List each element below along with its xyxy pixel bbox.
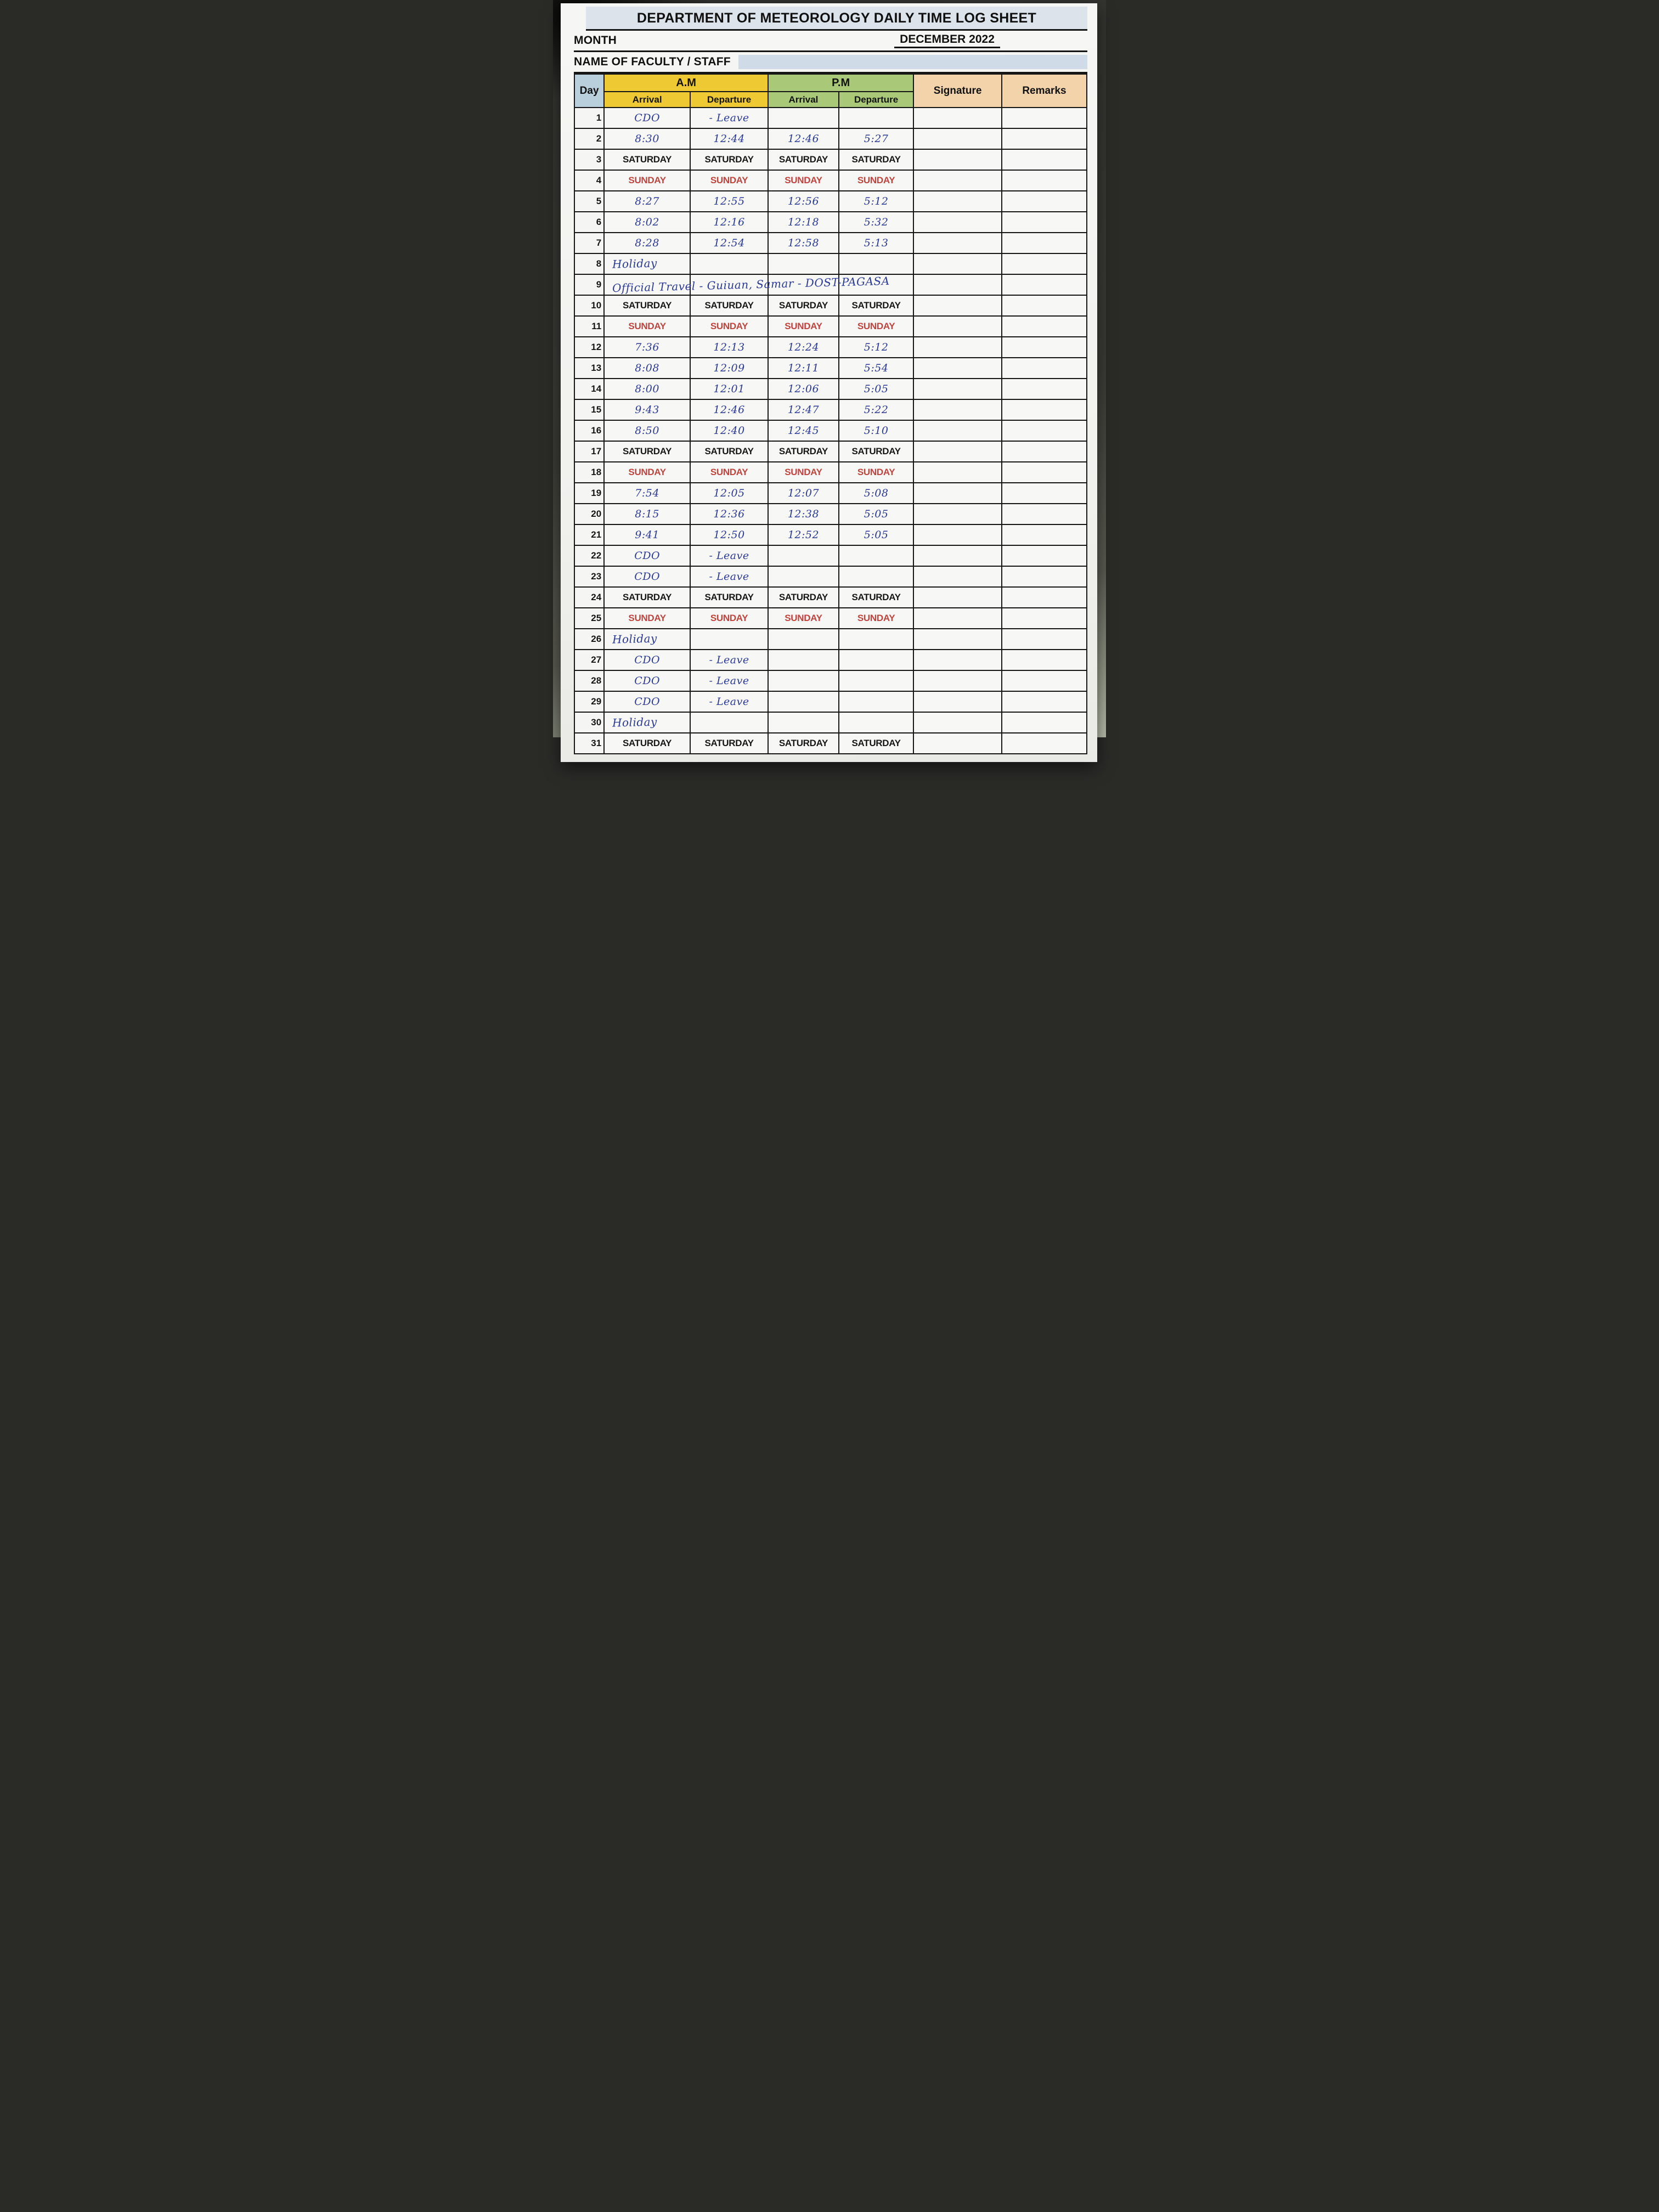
signature-cell: [913, 420, 1002, 441]
am-arrival-cell: 7:36: [604, 337, 690, 358]
remarks-cell: [1002, 462, 1087, 483]
time-log-sheet: [561, 3, 1097, 762]
signature-cell: [913, 108, 1002, 128]
pm-departure-cell: 5:32: [839, 212, 913, 233]
remarks-cell: [1002, 504, 1087, 524]
table-row: [574, 524, 1087, 545]
pm-arrival-cell: [768, 253, 839, 274]
day-cell: 3: [574, 149, 604, 170]
pm-departure-cell: SATURDAY: [839, 149, 913, 170]
pm-departure-cell: [839, 691, 913, 712]
pm-departure-cell: [839, 253, 913, 274]
day-cell: 17: [574, 441, 604, 462]
remarks-cell: [1002, 733, 1087, 754]
month-label: MONTH: [574, 34, 617, 47]
remarks-cell: [1002, 108, 1087, 128]
signature-cell: [913, 379, 1002, 399]
pm-departure-cell: SATURDAY: [839, 733, 913, 754]
am-arrival-cell: SATURDAY: [604, 441, 690, 462]
day-cell: 30: [574, 712, 604, 733]
pm-departure-cell: [839, 650, 913, 670]
table-row: [574, 712, 1087, 733]
signature-cell: [913, 274, 1002, 295]
table-row: [574, 399, 1087, 420]
photo-background: [553, 0, 1106, 748]
day-cell: 28: [574, 670, 604, 691]
am-arrival-cell: [604, 629, 690, 650]
day-cell: 16: [574, 420, 604, 441]
table-row: [574, 108, 1087, 128]
signature-cell: [913, 441, 1002, 462]
am-departure-cell: 12:46: [690, 399, 768, 420]
am-arrival-cell: CDO: [604, 108, 690, 128]
signature-cell: [913, 483, 1002, 504]
pm-arrival-cell: 12:45: [768, 420, 839, 441]
pm-arrival-cell: [768, 712, 839, 733]
am-departure-cell: SATURDAY: [690, 733, 768, 754]
table-row: [574, 504, 1087, 524]
day-cell: 9: [574, 274, 604, 295]
table-row: [574, 233, 1087, 253]
remarks-cell: [1002, 483, 1087, 504]
am-arrival-cell: 8:08: [604, 358, 690, 379]
table-row: [574, 212, 1087, 233]
remarks-cell: [1002, 608, 1087, 629]
am-arrival-cell: [604, 712, 690, 733]
table-row: [574, 545, 1087, 566]
remarks-cell: [1002, 629, 1087, 650]
remarks-cell: [1002, 358, 1087, 379]
am-arrival-cell: SUNDAY: [604, 462, 690, 483]
am-arrival-cell: CDO: [604, 545, 690, 566]
column-header-pm-arrival: Arrival: [768, 92, 839, 108]
signature-cell: [913, 712, 1002, 733]
column-header-pm: P.M: [768, 74, 913, 92]
pm-arrival-cell: SUNDAY: [768, 608, 839, 629]
am-departure-cell: 12:40: [690, 420, 768, 441]
am-departure-cell: - Leave: [690, 650, 768, 670]
pm-departure-cell: SATURDAY: [839, 295, 913, 316]
am-departure-cell: - Leave: [690, 545, 768, 566]
signature-cell: [913, 399, 1002, 420]
pm-departure-cell: SATURDAY: [839, 587, 913, 608]
signature-cell: [913, 128, 1002, 149]
table-row: [574, 670, 1087, 691]
pm-arrival-cell: 12:06: [768, 379, 839, 399]
remarks-cell: [1002, 670, 1087, 691]
month-row: [574, 31, 1087, 52]
pm-arrival-cell: SATURDAY: [768, 295, 839, 316]
am-arrival-cell: SUNDAY: [604, 316, 690, 337]
pm-arrival-cell: SATURDAY: [768, 587, 839, 608]
pm-departure-cell: SATURDAY: [839, 441, 913, 462]
am-arrival-cell: SUNDAY: [604, 170, 690, 191]
remarks-cell: [1002, 545, 1087, 566]
signature-cell: [913, 358, 1002, 379]
am-arrival-cell: SUNDAY: [604, 608, 690, 629]
table-row: [574, 253, 1087, 274]
day-cell: 18: [574, 462, 604, 483]
table-row: [574, 587, 1087, 608]
signature-cell: [913, 191, 1002, 212]
signature-cell: [913, 545, 1002, 566]
table-row: [574, 170, 1087, 191]
pm-departure-cell: SUNDAY: [839, 316, 913, 337]
handwritten-note: Holiday: [612, 631, 658, 646]
am-arrival-cell: 9:41: [604, 524, 690, 545]
table-row: [574, 191, 1087, 212]
am-arrival-cell: [604, 274, 890, 295]
day-cell: 5: [574, 191, 604, 212]
pm-arrival-cell: SATURDAY: [768, 733, 839, 754]
remarks-cell: [1002, 128, 1087, 149]
am-departure-cell: 12:16: [690, 212, 768, 233]
signature-cell: [913, 608, 1002, 629]
day-cell: 11: [574, 316, 604, 337]
column-header-am-departure: Departure: [690, 92, 768, 108]
pm-departure-cell: 5:54: [839, 358, 913, 379]
table-row: [574, 691, 1087, 712]
remarks-cell: [1002, 566, 1087, 587]
pm-departure-cell: 5:08: [839, 483, 913, 504]
remarks-cell: [1002, 170, 1087, 191]
am-arrival-cell: 8:28: [604, 233, 690, 253]
pm-departure-cell: 5:22: [839, 399, 913, 420]
pm-departure-cell: [839, 629, 913, 650]
signature-cell: [913, 629, 1002, 650]
signature-cell: [913, 149, 1002, 170]
faculty-name-field: [738, 55, 1087, 69]
pm-arrival-cell: 12:38: [768, 504, 839, 524]
column-header-pm-departure: Departure: [839, 92, 913, 108]
am-departure-cell: 12:36: [690, 504, 768, 524]
am-departure-cell: SATURDAY: [690, 441, 768, 462]
remarks-cell: [1002, 253, 1087, 274]
pm-arrival-cell: [768, 545, 839, 566]
remarks-cell: [1002, 650, 1087, 670]
signature-cell: [913, 670, 1002, 691]
day-cell: 7: [574, 233, 604, 253]
table-row: [574, 274, 1087, 295]
pm-arrival-cell: SUNDAY: [768, 316, 839, 337]
remarks-cell: [1002, 295, 1087, 316]
pm-arrival-cell: SUNDAY: [768, 462, 839, 483]
day-cell: 8: [574, 253, 604, 274]
pm-arrival-cell: SUNDAY: [768, 170, 839, 191]
pm-departure-cell: 5:27: [839, 128, 913, 149]
signature-cell: [913, 587, 1002, 608]
am-arrival-cell: [604, 253, 690, 274]
am-departure-cell: - Leave: [690, 566, 768, 587]
day-cell: 14: [574, 379, 604, 399]
day-cell: 27: [574, 650, 604, 670]
table-row: [574, 358, 1087, 379]
am-arrival-cell: SATURDAY: [604, 733, 690, 754]
signature-cell: [913, 170, 1002, 191]
am-arrival-cell: SATURDAY: [604, 295, 690, 316]
table-row: [574, 462, 1087, 483]
pm-departure-cell: SUNDAY: [839, 462, 913, 483]
pm-arrival-cell: [768, 108, 839, 128]
pm-arrival-cell: [768, 629, 839, 650]
table-row: [574, 441, 1087, 462]
day-cell: 15: [574, 399, 604, 420]
table-row: [574, 379, 1087, 399]
day-cell: 24: [574, 587, 604, 608]
day-cell: 29: [574, 691, 604, 712]
faculty-name-label: NAME OF FACULTY / STAFF: [574, 55, 731, 68]
column-header-am-arrival: Arrival: [604, 92, 690, 108]
remarks-cell: [1002, 441, 1087, 462]
pm-arrival-cell: [768, 670, 839, 691]
remarks-cell: [1002, 587, 1087, 608]
am-arrival-cell: 8:50: [604, 420, 690, 441]
pm-departure-cell: 5:10: [839, 420, 913, 441]
remarks-cell: [1002, 712, 1087, 733]
table-row: [574, 733, 1087, 754]
time-log-table: [574, 74, 1087, 754]
column-header-remarks: Remarks: [1002, 74, 1087, 108]
am-departure-cell: SUNDAY: [690, 608, 768, 629]
day-cell: 19: [574, 483, 604, 504]
pm-departure-cell: SUNDAY: [839, 608, 913, 629]
remarks-cell: [1002, 691, 1087, 712]
am-departure-cell: - Leave: [690, 108, 768, 128]
pm-departure-cell: 5:05: [839, 504, 913, 524]
am-arrival-cell: 9:43: [604, 399, 690, 420]
table-row: [574, 608, 1087, 629]
day-cell: 23: [574, 566, 604, 587]
am-departure-cell: [690, 629, 768, 650]
pm-arrival-cell: [768, 691, 839, 712]
signature-cell: [913, 566, 1002, 587]
table-row: [574, 629, 1087, 650]
remarks-cell: [1002, 212, 1087, 233]
am-departure-cell: SATURDAY: [690, 149, 768, 170]
day-cell: 22: [574, 545, 604, 566]
pm-arrival-cell: 12:24: [768, 337, 839, 358]
pm-arrival-cell: SATURDAY: [768, 149, 839, 170]
am-arrival-cell: 8:02: [604, 212, 690, 233]
pm-arrival-cell: 12:58: [768, 233, 839, 253]
table-row: [574, 149, 1087, 170]
pm-departure-cell: [839, 108, 913, 128]
day-cell: 10: [574, 295, 604, 316]
signature-cell: [913, 295, 1002, 316]
table-row: [574, 650, 1087, 670]
am-departure-cell: 12:50: [690, 524, 768, 545]
pm-departure-cell: 5:05: [839, 379, 913, 399]
am-departure-cell: SATURDAY: [690, 587, 768, 608]
pm-departure-cell: [839, 712, 913, 733]
day-cell: 4: [574, 170, 604, 191]
am-arrival-cell: 8:15: [604, 504, 690, 524]
am-departure-cell: [690, 712, 768, 733]
am-arrival-cell: CDO: [604, 670, 690, 691]
day-cell: 25: [574, 608, 604, 629]
signature-cell: [913, 462, 1002, 483]
log-table-body: [574, 108, 1087, 754]
remarks-cell: [1002, 399, 1087, 420]
am-departure-cell: 12:55: [690, 191, 768, 212]
am-arrival-cell: CDO: [604, 566, 690, 587]
signature-cell: [913, 524, 1002, 545]
pm-departure-cell: SUNDAY: [839, 170, 913, 191]
day-cell: 12: [574, 337, 604, 358]
pm-departure-cell: 5:12: [839, 191, 913, 212]
am-departure-cell: SUNDAY: [690, 316, 768, 337]
signature-cell: [913, 233, 1002, 253]
table-row: [574, 420, 1087, 441]
remarks-cell: [1002, 316, 1087, 337]
am-departure-cell: SUNDAY: [690, 462, 768, 483]
pm-arrival-cell: 12:46: [768, 128, 839, 149]
am-departure-cell: [690, 253, 768, 274]
am-arrival-cell: CDO: [604, 650, 690, 670]
day-cell: 6: [574, 212, 604, 233]
column-header-day: Day: [574, 74, 604, 108]
am-departure-cell: 12:05: [690, 483, 768, 504]
signature-cell: [913, 650, 1002, 670]
pm-arrival-cell: 12:11: [768, 358, 839, 379]
remarks-cell: [1002, 191, 1087, 212]
pm-arrival-cell: 12:56: [768, 191, 839, 212]
pm-departure-cell: 5:05: [839, 524, 913, 545]
signature-cell: [913, 691, 1002, 712]
am-arrival-cell: CDO: [604, 691, 690, 712]
am-departure-cell: - Leave: [690, 691, 768, 712]
day-cell: 26: [574, 629, 604, 650]
day-cell: 31: [574, 733, 604, 754]
signature-cell: [913, 253, 1002, 274]
table-row: [574, 483, 1087, 504]
am-departure-cell: SUNDAY: [690, 170, 768, 191]
pm-arrival-cell: [768, 566, 839, 587]
table-row: [574, 316, 1087, 337]
am-departure-cell: 12:01: [690, 379, 768, 399]
pm-arrival-cell: 12:18: [768, 212, 839, 233]
pm-arrival-cell: 12:47: [768, 399, 839, 420]
signature-cell: [913, 504, 1002, 524]
am-departure-cell: 12:13: [690, 337, 768, 358]
remarks-cell: [1002, 274, 1087, 295]
table-row: [574, 566, 1087, 587]
remarks-cell: [1002, 337, 1087, 358]
page-title: DEPARTMENT OF METEOROLOGY DAILY TIME LOG SHEET: [586, 7, 1087, 31]
signature-cell: [913, 316, 1002, 337]
day-cell: 20: [574, 504, 604, 524]
day-cell: 13: [574, 358, 604, 379]
table-row: [574, 337, 1087, 358]
am-departure-cell: 12:54: [690, 233, 768, 253]
remarks-cell: [1002, 524, 1087, 545]
name-row: [574, 52, 1087, 74]
pm-departure-cell: 5:13: [839, 233, 913, 253]
table-row: [574, 128, 1087, 149]
pm-departure-cell: [839, 545, 913, 566]
remarks-cell: [1002, 379, 1087, 399]
signature-cell: [913, 733, 1002, 754]
am-departure-cell: - Leave: [690, 670, 768, 691]
day-cell: 2: [574, 128, 604, 149]
remarks-cell: [1002, 420, 1087, 441]
column-header-am: A.M: [604, 74, 768, 92]
handwritten-note: Holiday: [612, 256, 658, 271]
am-arrival-cell: 8:00: [604, 379, 690, 399]
am-departure-cell: SATURDAY: [690, 295, 768, 316]
am-arrival-cell: 8:27: [604, 191, 690, 212]
pm-arrival-cell: 12:52: [768, 524, 839, 545]
am-arrival-cell: SATURDAY: [604, 587, 690, 608]
signature-cell: [913, 337, 1002, 358]
day-cell: 1: [574, 108, 604, 128]
remarks-cell: [1002, 233, 1087, 253]
handwritten-note: Holiday: [612, 715, 658, 730]
am-departure-cell: 12:09: [690, 358, 768, 379]
pm-arrival-cell: [768, 650, 839, 670]
day-cell: 21: [574, 524, 604, 545]
signature-cell: [913, 212, 1002, 233]
am-departure-cell: 12:44: [690, 128, 768, 149]
pm-arrival-cell: 12:07: [768, 483, 839, 504]
table-row: [574, 295, 1087, 316]
handwritten-note: Official Travel - Guiuan, Samar - DOST-PAGASA: [612, 274, 890, 295]
pm-arrival-cell: SATURDAY: [768, 441, 839, 462]
pm-departure-cell: 5:12: [839, 337, 913, 358]
pm-departure-cell: [839, 670, 913, 691]
am-arrival-cell: 7:54: [604, 483, 690, 504]
remarks-cell: [1002, 149, 1087, 170]
pm-departure-cell: [839, 566, 913, 587]
month-value: DECEMBER 2022: [894, 33, 1000, 48]
am-arrival-cell: SATURDAY: [604, 149, 690, 170]
column-header-signature: Signature: [913, 74, 1002, 108]
am-arrival-cell: 8:30: [604, 128, 690, 149]
